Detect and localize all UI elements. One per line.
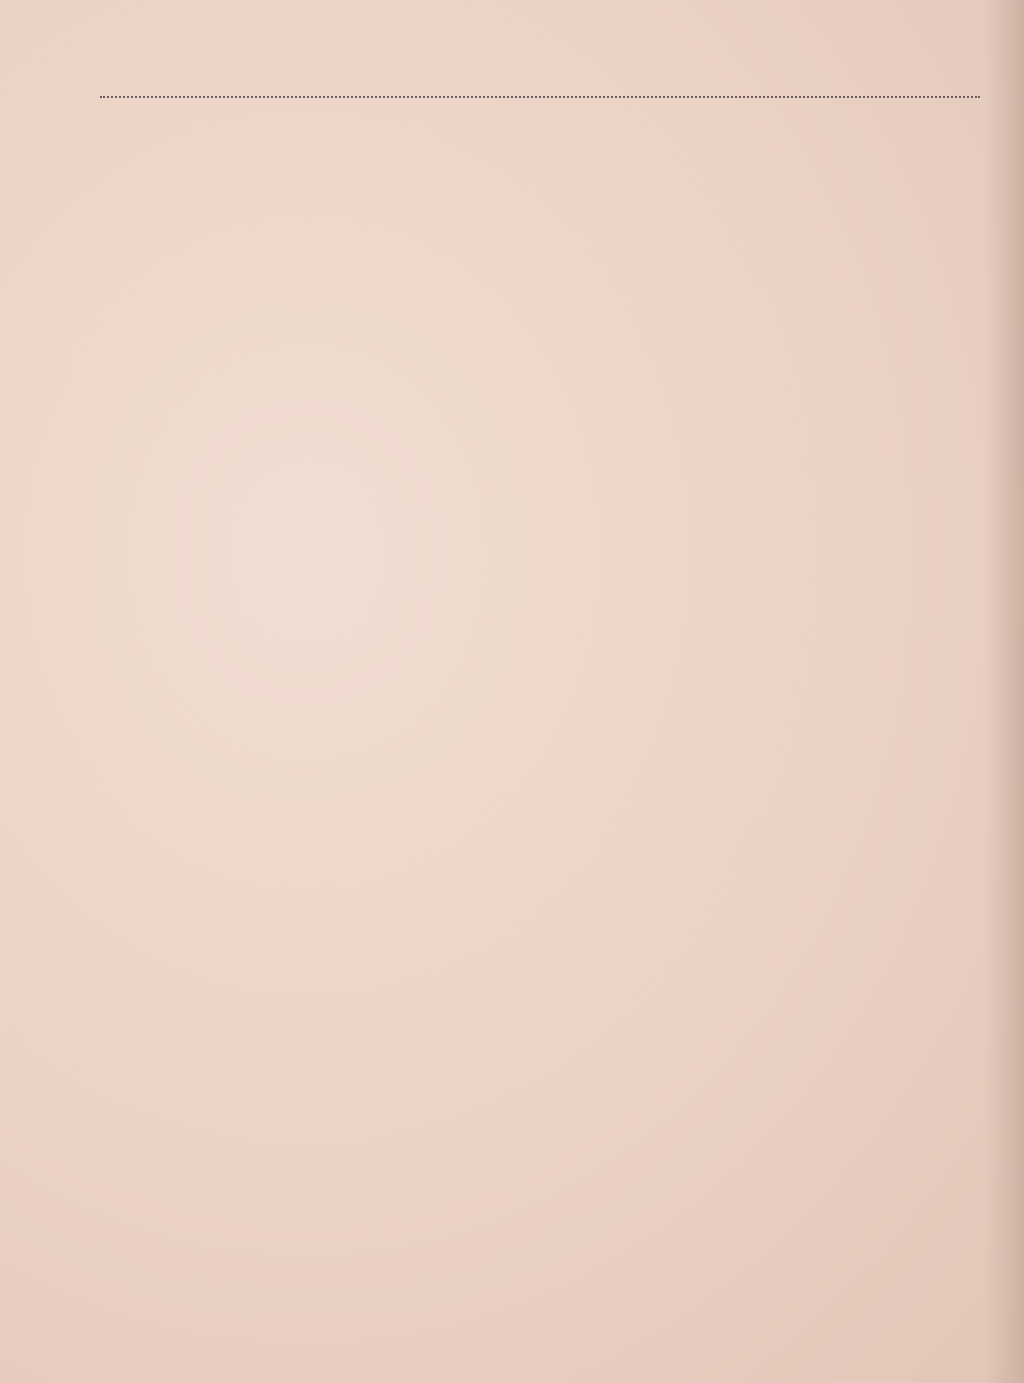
left-column: [110, 100, 550, 1360]
right-column: [555, 100, 980, 1360]
header-rule: [100, 96, 980, 98]
column-heading-right: [555, 100, 980, 130]
page-edge-shadow: [984, 0, 1024, 1383]
page-header: [100, 55, 960, 95]
column-heading-left: [110, 100, 550, 130]
